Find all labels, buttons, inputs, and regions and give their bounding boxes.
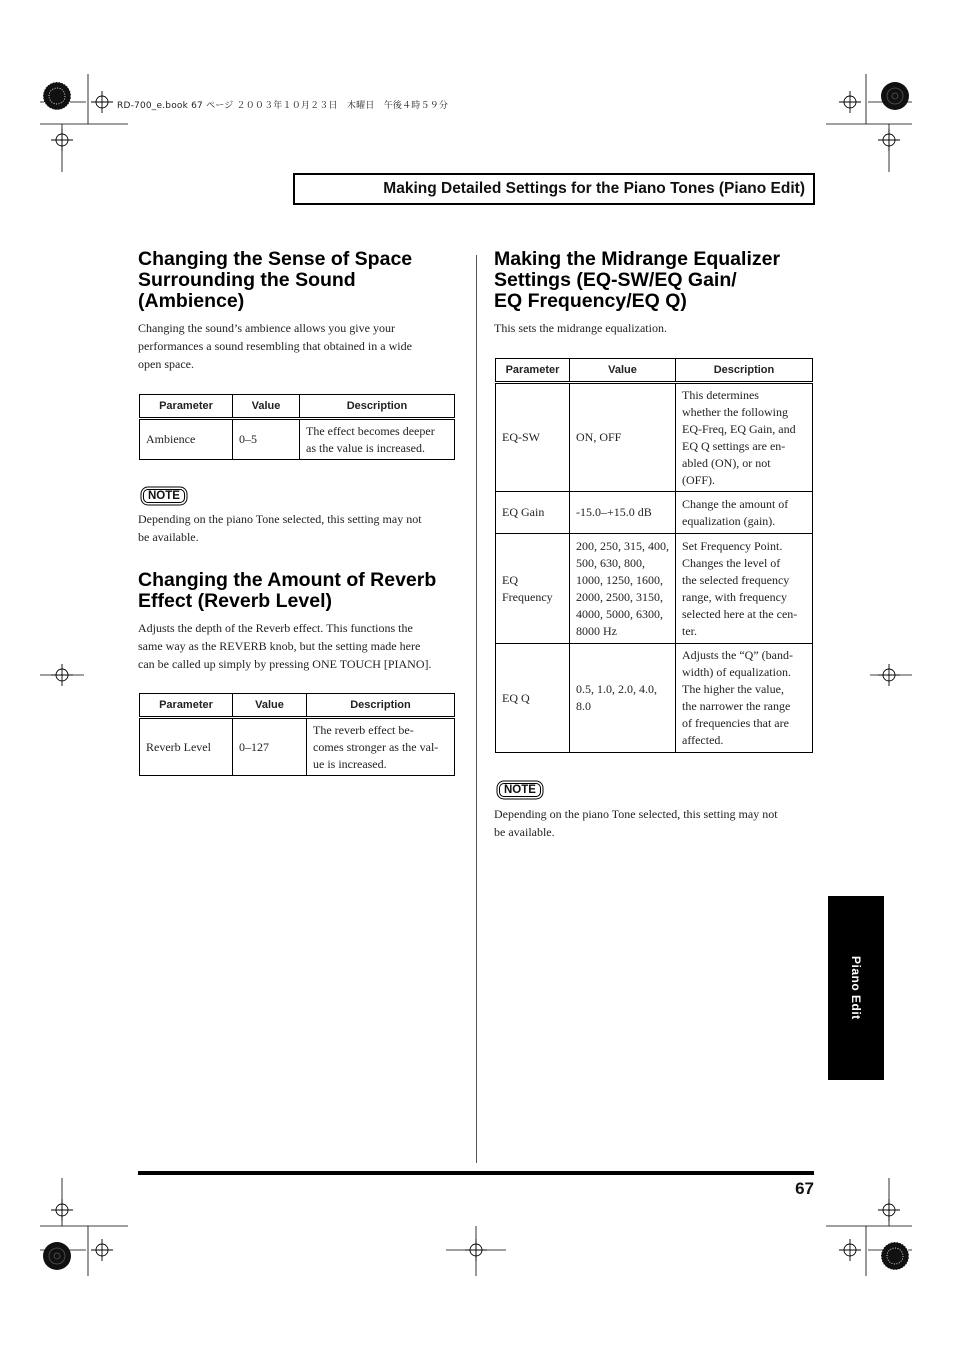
ambience-description: Changing the sound’s ambience allows you give your performances a sound resembling that obtained in a wide open space. xyxy=(138,321,412,371)
table-row xyxy=(496,534,813,644)
description-cell: This determines whether the following EQ-Freq, EQ Gain, and EQ Q settings are en- abled (ON), or not (OFF). xyxy=(676,383,813,492)
footer-rule xyxy=(138,1171,814,1175)
column-header: Parameter xyxy=(140,395,233,419)
page-number: 67 xyxy=(795,1179,814,1198)
parameter-cell: EQ Frequency xyxy=(496,534,570,644)
column-header: Description xyxy=(307,694,455,718)
description-cell: The effect becomes deeper as the value is increased. xyxy=(300,419,455,460)
reverb-table xyxy=(139,693,455,776)
column-header: Description xyxy=(300,395,455,419)
ambience-heading: Changing the Sense of Space Surrounding the Sound (Ambience) xyxy=(138,248,413,312)
print-metadata: RD-700_e.book 67 ページ ２００３年１０月２３日 木曜日 午後４時５９分 xyxy=(117,101,449,111)
parameter-cell: EQ Gain xyxy=(496,492,570,534)
chapter-tab-label: Piano Edit xyxy=(849,956,863,1020)
column-header: Value xyxy=(233,694,307,718)
eq-description: This sets the midrange equalization. xyxy=(494,321,667,335)
value-cell: 0–127 xyxy=(233,718,307,776)
reverb-heading: Changing the Amount of Reverb Effect (Reverb Level) xyxy=(138,569,437,612)
eq-table xyxy=(495,358,813,753)
description-cell: The reverb effect be- comes stronger as the val- ue is increased. xyxy=(307,718,455,776)
description-cell: Set Frequency Point. Changes the level of the selected frequency range, with frequency selected here at the cen- ter. xyxy=(676,534,813,644)
parameter-cell: EQ-SW xyxy=(496,383,570,492)
note-icon: NOTE xyxy=(143,486,185,504)
description-cell: Change the amount of equalization (gain). xyxy=(676,492,813,534)
table-row xyxy=(140,419,455,460)
column-divider xyxy=(476,255,477,1163)
table-row xyxy=(496,644,813,753)
column-header: Parameter xyxy=(496,359,570,383)
eq-heading: Making the Midrange Equalizer Settings (EQ-SW/EQ Gain/ EQ Frequency/EQ Q) xyxy=(494,248,781,312)
table-row xyxy=(140,718,455,776)
reverb-description: Adjusts the depth of the Reverb effect. This functions the same way as the REVERB knob, but the setting made here can be called up simply by pressing ONE TOUCH [PIANO]. xyxy=(138,621,432,671)
column-header: Parameter xyxy=(140,694,233,718)
table-header-row xyxy=(140,694,455,718)
description-cell: Adjusts the “Q” (band- width) of equalization. The higher the value, the narrower the range of frequencies that are affected. xyxy=(676,644,813,753)
value-cell: 0–5 xyxy=(233,419,300,460)
table-row xyxy=(496,492,813,534)
ambience-note-text: Depending on the piano Tone selected, this setting may not be available. xyxy=(138,512,422,544)
parameter-cell: EQ Q xyxy=(496,644,570,753)
value-cell: 0.5, 1.0, 2.0, 4.0, 8.0 xyxy=(570,644,676,753)
column-header: Value xyxy=(570,359,676,383)
table-row xyxy=(496,383,813,492)
eq-note-text: Depending on the piano Tone selected, this setting may not be available. xyxy=(494,807,778,839)
parameter-cell: Ambience xyxy=(140,419,233,460)
chapter-tab xyxy=(828,896,884,1080)
value-cell: 200, 250, 315, 400, 500, 630, 800, 1000, 1250, 1600, 2000, 2500, 3150, 4000, 5000, 6300, 8000 Hz xyxy=(570,534,676,644)
column-header: Value xyxy=(233,395,300,419)
value-cell: -15.0–+15.0 dB xyxy=(570,492,676,534)
column-header: Description xyxy=(676,359,813,383)
section-header xyxy=(293,173,815,205)
parameter-cell: Reverb Level xyxy=(140,718,233,776)
value-cell: ON, OFF xyxy=(570,383,676,492)
table-header-row xyxy=(140,395,455,419)
note-icon: NOTE xyxy=(499,780,541,798)
table-header-row xyxy=(496,359,813,383)
ambience-table xyxy=(139,394,455,460)
section-header-title: Making Detailed Settings for the Piano Tones (Piano Edit) xyxy=(383,180,805,197)
